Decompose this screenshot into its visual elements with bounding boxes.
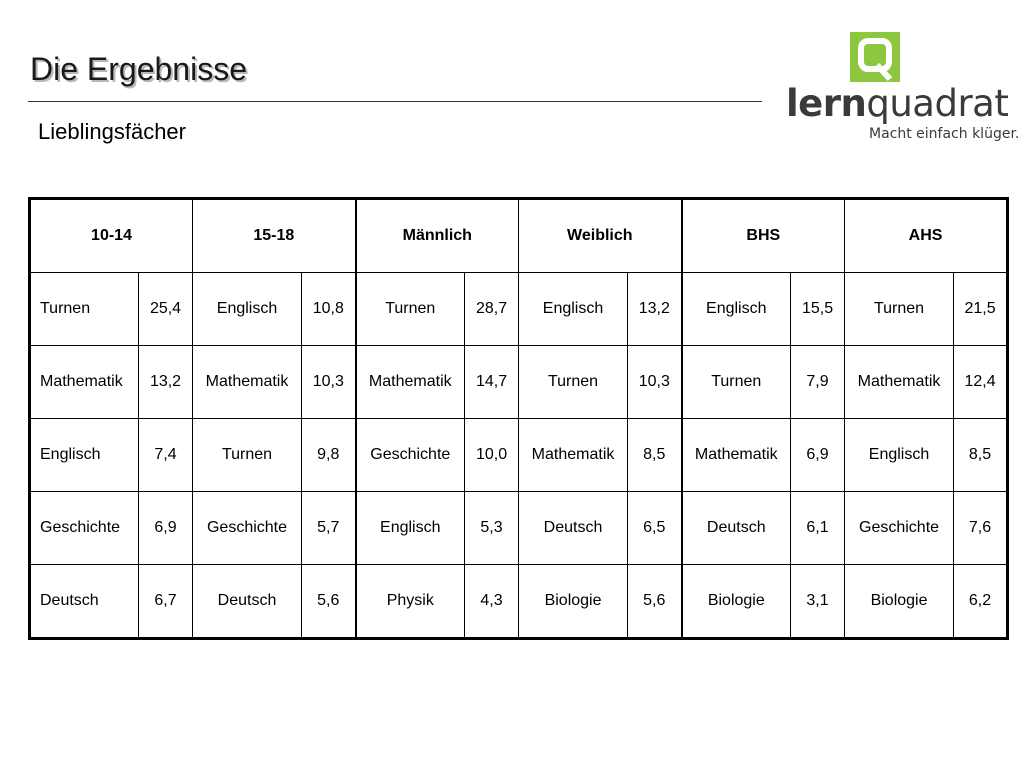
table-row [30, 346, 1008, 419]
group-header: 10-14 [30, 199, 193, 273]
value-cell: 28,7 [465, 273, 519, 346]
subject-cell: Turnen [193, 419, 302, 492]
value-cell: 6,9 [791, 419, 845, 492]
value-cell: 13,2 [139, 346, 193, 419]
subject-cell: Turnen [356, 273, 465, 346]
group-header: AHS [845, 199, 1008, 273]
subject-cell: Mathematik [682, 419, 791, 492]
subject-cell: Englisch [193, 273, 302, 346]
subject-cell: Physik [356, 565, 465, 639]
value-cell: 25,4 [139, 273, 193, 346]
group-header: BHS [682, 199, 845, 273]
value-cell: 6,5 [628, 492, 682, 565]
value-cell: 5,3 [465, 492, 519, 565]
subject-cell: Geschichte [30, 492, 139, 565]
value-cell: 7,9 [791, 346, 845, 419]
value-cell: 12,4 [954, 346, 1008, 419]
favorite-subjects-table [28, 197, 1009, 640]
value-cell: 4,3 [465, 565, 519, 639]
value-cell: 10,0 [465, 419, 519, 492]
subject-cell: Turnen [845, 273, 954, 346]
subject-cell: Englisch [845, 419, 954, 492]
group-header: Männlich [356, 199, 519, 273]
subject-cell: Geschichte [845, 492, 954, 565]
title-divider [28, 101, 762, 102]
logo-tagline: Macht einfach klüger. [869, 126, 1020, 142]
value-cell: 6,2 [954, 565, 1008, 639]
logo-word-bold: lern [786, 82, 867, 125]
subject-cell: Deutsch [30, 565, 139, 639]
subject-cell: Geschichte [356, 419, 465, 492]
value-cell: 6,9 [139, 492, 193, 565]
subject-cell: Biologie [519, 565, 628, 639]
value-cell: 15,5 [791, 273, 845, 346]
value-cell: 3,1 [791, 565, 845, 639]
subject-cell: Deutsch [193, 565, 302, 639]
value-cell: 6,1 [791, 492, 845, 565]
value-cell: 7,4 [139, 419, 193, 492]
subject-cell: Mathematik [356, 346, 465, 419]
value-cell: 14,7 [465, 346, 519, 419]
subject-cell: Biologie [682, 565, 791, 639]
value-cell: 7,6 [954, 492, 1008, 565]
logo-q-icon [850, 32, 900, 82]
table-header-row [30, 199, 1008, 273]
table-row [30, 419, 1008, 492]
value-cell: 8,5 [628, 419, 682, 492]
slide-subtitle: Lieblingsfächer [38, 119, 186, 144]
value-cell: 10,8 [302, 273, 356, 346]
table-row [30, 492, 1008, 565]
value-cell: 9,8 [302, 419, 356, 492]
value-cell: 8,5 [954, 419, 1008, 492]
subject-cell: Biologie [845, 565, 954, 639]
value-cell: 13,2 [628, 273, 682, 346]
subject-cell: Mathematik [519, 419, 628, 492]
subject-cell: Turnen [682, 346, 791, 419]
subject-cell: Mathematik [193, 346, 302, 419]
subject-cell: Englisch [682, 273, 791, 346]
value-cell: 5,6 [628, 565, 682, 639]
subject-cell: Turnen [30, 273, 139, 346]
subject-cell: Deutsch [519, 492, 628, 565]
logo-word-light: quadrat [866, 82, 1009, 125]
subject-cell: Mathematik [845, 346, 954, 419]
value-cell: 6,7 [139, 565, 193, 639]
value-cell: 21,5 [954, 273, 1008, 346]
value-cell: 10,3 [302, 346, 356, 419]
subject-cell: Englisch [30, 419, 139, 492]
group-header: 15-18 [193, 199, 356, 273]
value-cell: 10,3 [628, 346, 682, 419]
subject-cell: Englisch [356, 492, 465, 565]
value-cell: 5,7 [302, 492, 356, 565]
group-header: Weiblich [519, 199, 682, 273]
value-cell: 5,6 [302, 565, 356, 639]
logo-wordmark [786, 84, 1008, 124]
subject-cell: Geschichte [193, 492, 302, 565]
subject-cell: Mathematik [30, 346, 139, 419]
lernquadrat-logo [786, 28, 1020, 148]
subject-cell: Turnen [519, 346, 628, 419]
table-row [30, 273, 1008, 346]
table-row [30, 565, 1008, 639]
subject-cell: Deutsch [682, 492, 791, 565]
slide-title: Die Ergebnisse [30, 51, 247, 87]
subject-cell: Englisch [519, 273, 628, 346]
